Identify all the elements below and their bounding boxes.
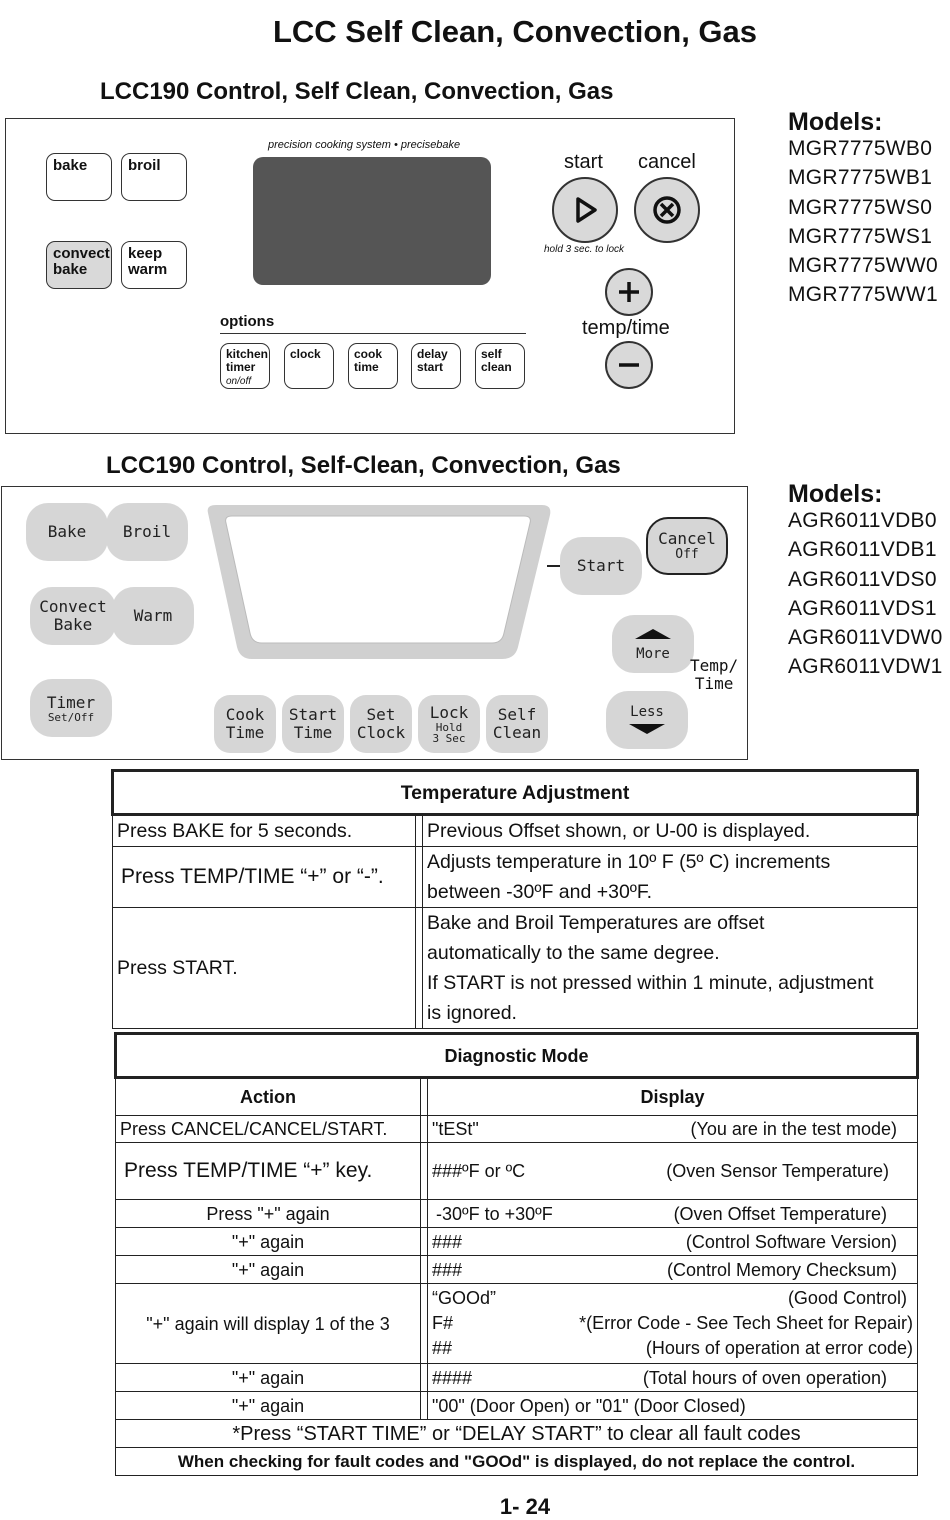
table-row <box>116 1200 918 1228</box>
play-icon <box>570 195 600 225</box>
model-item: AGR6011VDB1 <box>788 538 937 562</box>
cancel-off-button[interactable] <box>646 517 728 575</box>
panel2-heading: LCC190 Control, Self-Clean, Convection, Gas <box>106 452 621 479</box>
action-cell: "+" again <box>116 1228 421 1256</box>
option-label: timer <box>226 360 256 374</box>
action-cell: Press START. <box>113 908 416 1029</box>
column-gap <box>416 847 423 908</box>
convect-bake-button-2[interactable] <box>30 587 116 645</box>
display-value: #### <box>432 1367 473 1388</box>
start-label: Start <box>576 556 626 575</box>
display-note: (Oven Sensor Temperature) <box>666 1161 889 1181</box>
result-cell <box>423 908 918 1029</box>
less-label: Less <box>630 703 664 720</box>
broil-label: broil <box>128 157 161 174</box>
display-cell <box>428 1116 918 1143</box>
display-value: F# <box>432 1313 454 1333</box>
action-cell: Press BAKE for 5 seconds. <box>113 815 416 847</box>
diagnostic-mode-table <box>114 1032 919 1476</box>
model-item: AGR6011VDS1 <box>788 596 937 620</box>
models-list-1 <box>788 134 938 310</box>
timer-button[interactable] <box>30 679 112 737</box>
display-note: (Total hours of oven operation) <box>642 1367 887 1388</box>
result-line: If START is not pressed within 1 minute, adjustment <box>427 972 874 994</box>
display-note: (Oven Offset Temperature) <box>673 1203 887 1224</box>
warm-label: Warm <box>133 606 173 625</box>
start-button-2[interactable] <box>560 537 642 595</box>
temp-label: Temp/ <box>690 656 739 675</box>
cancel-button[interactable] <box>634 177 700 243</box>
column-gap <box>416 815 423 847</box>
plus-button[interactable] <box>605 268 653 316</box>
action-cell: "+" again will display 1 of the 3 <box>116 1284 421 1364</box>
display-note: *(Error Code - See Tech Sheet for Repair) <box>579 1313 913 1333</box>
cancel-label: cancel <box>638 151 696 173</box>
model-item: MGR7775WW1 <box>788 283 939 307</box>
keep-warm-button[interactable] <box>121 241 187 289</box>
option-sub-label: on/off <box>226 376 252 387</box>
bake-label: Bake <box>53 615 93 634</box>
display-note: (Control Memory Checksum) <box>666 1259 897 1280</box>
time-label: Time <box>225 723 265 742</box>
convect-label: Convect <box>39 597 107 616</box>
display-value: ## <box>432 1338 453 1358</box>
column-gap <box>421 1228 428 1256</box>
cook-time-button-2[interactable] <box>214 695 276 753</box>
option-label: kitchen <box>226 347 269 361</box>
page-number: 1- 24 <box>499 1494 551 1519</box>
action-cell: Press "+" again <box>116 1200 421 1228</box>
set-clock-button[interactable] <box>350 695 412 753</box>
hold-lock-note: hold 3 sec. to lock <box>544 244 625 255</box>
bake-label-2: bake <box>53 261 88 278</box>
bake-button[interactable] <box>46 153 112 201</box>
column-gap <box>421 1256 428 1284</box>
footnote: *Press “START TIME” or “DELAY START” to clear all fault codes <box>116 1420 918 1448</box>
off-label: Off <box>675 547 699 562</box>
model-item: MGR7775WW0 <box>788 254 939 278</box>
options-divider <box>220 333 526 334</box>
delay-start-button[interactable] <box>411 343 461 389</box>
result-line: is ignored. <box>427 1002 517 1024</box>
display-cell <box>428 1200 918 1228</box>
display-value: ### <box>432 1259 463 1280</box>
table-caption: Temperature Adjustment <box>113 771 918 815</box>
display-note: (You are in the test mode) <box>690 1119 897 1139</box>
table-row <box>116 1143 918 1200</box>
option-label: clean <box>481 360 512 374</box>
table-row <box>116 1256 918 1284</box>
time-label: Time <box>293 723 333 742</box>
lcd-display-2 <box>200 501 556 663</box>
down-arrow-icon <box>627 723 667 735</box>
table-row <box>116 1392 918 1420</box>
warm-button[interactable] <box>112 587 194 645</box>
self-label: Self <box>497 705 537 724</box>
clock-button[interactable] <box>284 343 334 389</box>
3sec-label: 3 Sec <box>432 732 466 745</box>
action-cell: Press TEMP/TIME “+” or “-”. <box>113 847 416 908</box>
option-label: delay <box>417 347 448 361</box>
column-header-display: Display <box>428 1078 918 1116</box>
action-cell: "+" again <box>116 1364 421 1392</box>
column-gap <box>421 1143 428 1200</box>
convect-bake-button[interactable] <box>46 241 112 289</box>
temperature-adjustment-table <box>111 769 919 1029</box>
start-label: start <box>564 151 603 173</box>
column-gap <box>421 1284 428 1364</box>
result-line: between -30ºF and +30ºF. <box>427 881 653 903</box>
control-panel-1 <box>5 118 735 434</box>
options-label: options <box>220 313 275 330</box>
display-value: ###ºF or ºC <box>432 1161 526 1181</box>
set-label: Set <box>366 705 396 724</box>
models-heading-2: Models: <box>788 480 883 508</box>
column-header-action: Action <box>116 1078 421 1116</box>
time-label: Time <box>694 674 734 693</box>
temp-time-label-2 <box>690 657 738 693</box>
page-title: LCC Self Clean, Convection, Gas <box>272 14 758 49</box>
cook-label: Cook <box>225 705 265 724</box>
up-arrow-icon <box>633 628 673 640</box>
temp-time-label: temp/time <box>582 317 670 339</box>
model-item: AGR6011VDB0 <box>788 509 937 532</box>
plus-icon <box>616 279 642 305</box>
option-label: time <box>354 360 379 374</box>
models-list-2 <box>788 506 943 682</box>
display-cell <box>428 1364 918 1392</box>
display-value: "tESt" <box>432 1119 479 1139</box>
warning-note: When checking for fault codes and "GOOd" is displayed, do not replace the control. <box>116 1448 918 1476</box>
column-gap <box>421 1392 428 1420</box>
broil-button-2[interactable] <box>106 503 188 561</box>
display-cell <box>428 1256 918 1284</box>
display-cell <box>428 1284 918 1364</box>
table-row <box>116 1364 918 1392</box>
column-gap <box>421 1116 428 1143</box>
model-item: MGR7775WB0 <box>788 137 933 160</box>
more-label: More <box>636 645 670 662</box>
display-cell <box>428 1143 918 1200</box>
action-cell: "+" again <box>116 1392 421 1420</box>
self-clean-button[interactable] <box>475 343 525 389</box>
column-gap <box>421 1078 428 1116</box>
warm-label: warm <box>128 261 168 278</box>
display-caption: precision cooking system • precisebake <box>268 139 461 151</box>
table-row <box>113 908 918 1029</box>
model-item: AGR6011VDS0 <box>788 567 937 591</box>
table-caption: Diagnostic Mode <box>116 1034 918 1078</box>
timer-sub-label: Set/Off <box>47 710 95 724</box>
control-panel-2 <box>1 486 748 760</box>
model-item: MGR7775WS1 <box>788 224 933 248</box>
broil-label: Broil <box>122 522 172 541</box>
table-row <box>113 847 918 908</box>
cook-time-button[interactable] <box>348 343 398 389</box>
bake-label: bake <box>53 157 88 174</box>
display-note: (Hours of operation at error code) <box>645 1338 913 1358</box>
broil-button[interactable] <box>121 153 187 201</box>
column-gap <box>421 1200 428 1228</box>
model-item: AGR6011VDW0 <box>788 626 943 650</box>
result-cell: Previous Offset shown, or U-00 is displayed. <box>423 815 918 847</box>
display-note: (Control Software Version) <box>685 1231 897 1252</box>
table-row <box>116 1284 918 1364</box>
model-item: MGR7775WB1 <box>788 166 933 190</box>
clock-label: Clock <box>356 723 406 742</box>
result-cell <box>423 847 918 908</box>
action-cell: Press CANCEL/CANCEL/START. <box>116 1116 421 1143</box>
keep-label: keep <box>128 245 163 262</box>
start-button[interactable] <box>552 177 618 243</box>
display-value: ### <box>432 1231 463 1252</box>
display-value: “GOOd” <box>432 1288 497 1308</box>
action-cell: "+" again <box>116 1256 421 1284</box>
hold-label: Hold <box>435 721 463 734</box>
minus-icon <box>616 352 642 378</box>
result-line: automatically to the same degree. <box>427 942 720 964</box>
table-row <box>116 1116 918 1143</box>
kitchen-timer-button[interactable] <box>220 343 270 389</box>
panel1-heading: LCC190 Control, Self Clean, Convection, Gas <box>100 78 614 105</box>
start-dash <box>547 565 561 567</box>
model-item: AGR6011VDW1 <box>788 655 943 679</box>
display-note: (Good Control) <box>787 1288 907 1308</box>
column-gap <box>416 908 423 1029</box>
column-gap <box>421 1364 428 1392</box>
action-cell: Press TEMP/TIME “+” key. <box>116 1143 421 1200</box>
option-label: clock <box>290 347 321 361</box>
table-row <box>116 1228 918 1256</box>
convect-label: convect <box>53 245 110 262</box>
bake-label: Bake <box>47 522 87 541</box>
start-time-button[interactable] <box>282 695 344 753</box>
bake-button-2[interactable] <box>26 503 108 561</box>
models-heading-1: Models: <box>788 108 883 136</box>
cancel-x-icon <box>651 194 683 226</box>
clean-label: Clean <box>492 723 542 742</box>
display-cell: "00" (Door Open) or "01" (Door Closed) <box>428 1392 918 1420</box>
start-label: Start <box>288 705 338 724</box>
option-label: self <box>481 347 502 361</box>
minus-button[interactable] <box>605 341 653 389</box>
result-line: Adjusts temperature in 10º F (5º C) increments <box>427 851 831 873</box>
table-row <box>113 815 918 847</box>
result-line: Bake and Broil Temperatures are offset <box>427 912 765 934</box>
less-button[interactable] <box>606 691 688 749</box>
more-button[interactable] <box>612 615 694 673</box>
display-value: -30ºF to +30ºF <box>436 1203 553 1224</box>
model-item: MGR7775WS0 <box>788 195 933 219</box>
timer-label: Timer <box>46 692 96 712</box>
self-clean-button-2[interactable] <box>486 695 548 753</box>
option-label: start <box>417 360 444 374</box>
cancel-label: Cancel <box>658 529 716 548</box>
display-cell <box>428 1228 918 1256</box>
lock-label: Lock <box>429 703 469 722</box>
option-label: cook <box>354 347 383 361</box>
lcd-display <box>253 157 491 285</box>
lock-button[interactable] <box>418 695 480 753</box>
